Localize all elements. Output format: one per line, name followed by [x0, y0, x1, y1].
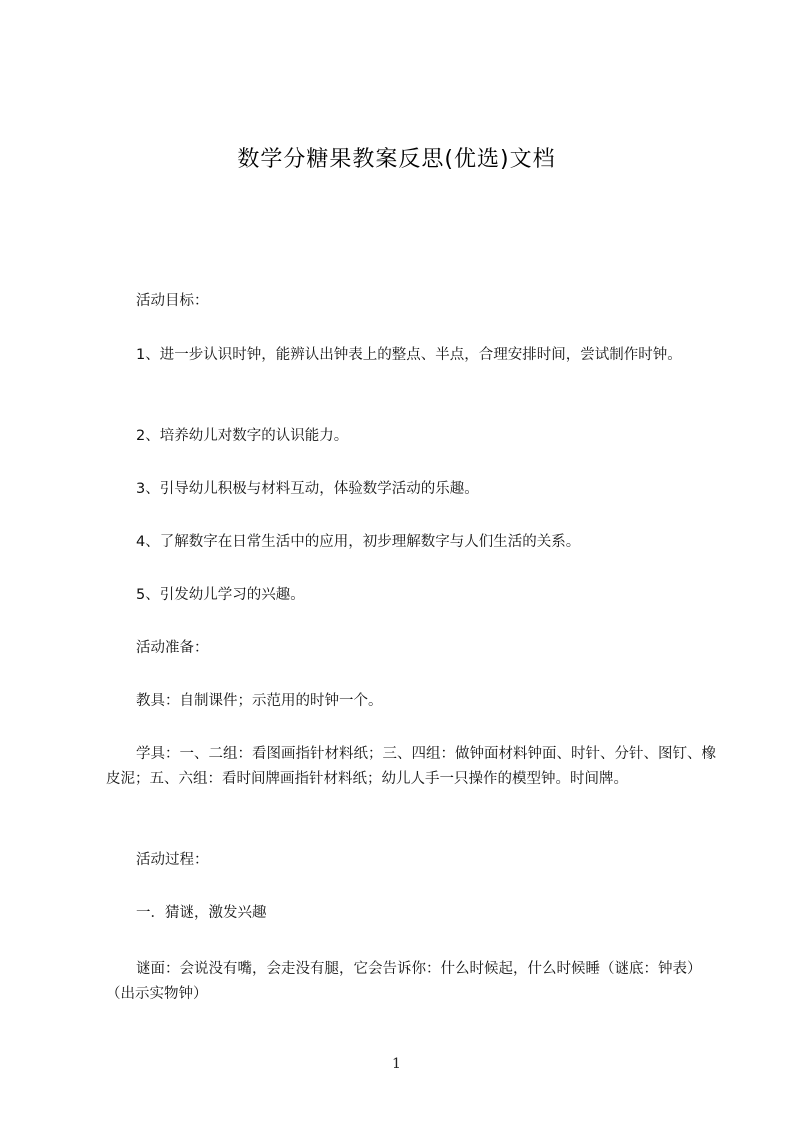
- paragraph-activity-goals-heading: 活动目标：: [136, 293, 209, 309]
- paragraph-step-1: 一．猜谜，激发兴趣: [136, 905, 267, 921]
- paragraph-teaching-aids: 教具：自制课件；示范用的时钟一个。: [136, 693, 383, 709]
- paragraph-goal-5: 5、引发幼儿学习的兴趣。: [136, 587, 305, 603]
- paragraph-goal-4: 4、了解数字在日常生活中的应用，初步理解数字与人们生活的关系。: [136, 534, 581, 550]
- paragraph-goal-1: 1、进一步认识时钟，能辨认出钟表上的整点、半点，合理安排时间，尝试制作时钟。: [136, 347, 682, 363]
- paragraph-riddle: 谜面：会说没有嘴，会走没有腿，它会告诉你：什么时候起，什么时候睡（谜底：钟表）（出示实物钟）: [106, 961, 702, 1002]
- paragraph-preparation-heading: 活动准备：: [136, 640, 209, 656]
- paragraph-goal-2: 2、培养幼儿对数字的认识能力。: [136, 428, 349, 444]
- page-number: 1: [392, 1056, 401, 1072]
- paragraph-learning-aids: 学具：一、二组：看图画指针材料纸；三、四组：做钟面材料钟面、时针、分针、图钉、橡皮泥；五、六组：看时间牌画指针材料纸；幼儿人手一只操作的模型钟。时间牌。: [106, 746, 716, 787]
- paragraph-process-heading: 活动过程：: [136, 852, 209, 868]
- paragraph-goal-3: 3、引导幼儿积极与材料互动，体验数学活动的乐趣。: [136, 481, 479, 497]
- document-title: 数学分糖果教案反思(优选)文档: [237, 147, 556, 172]
